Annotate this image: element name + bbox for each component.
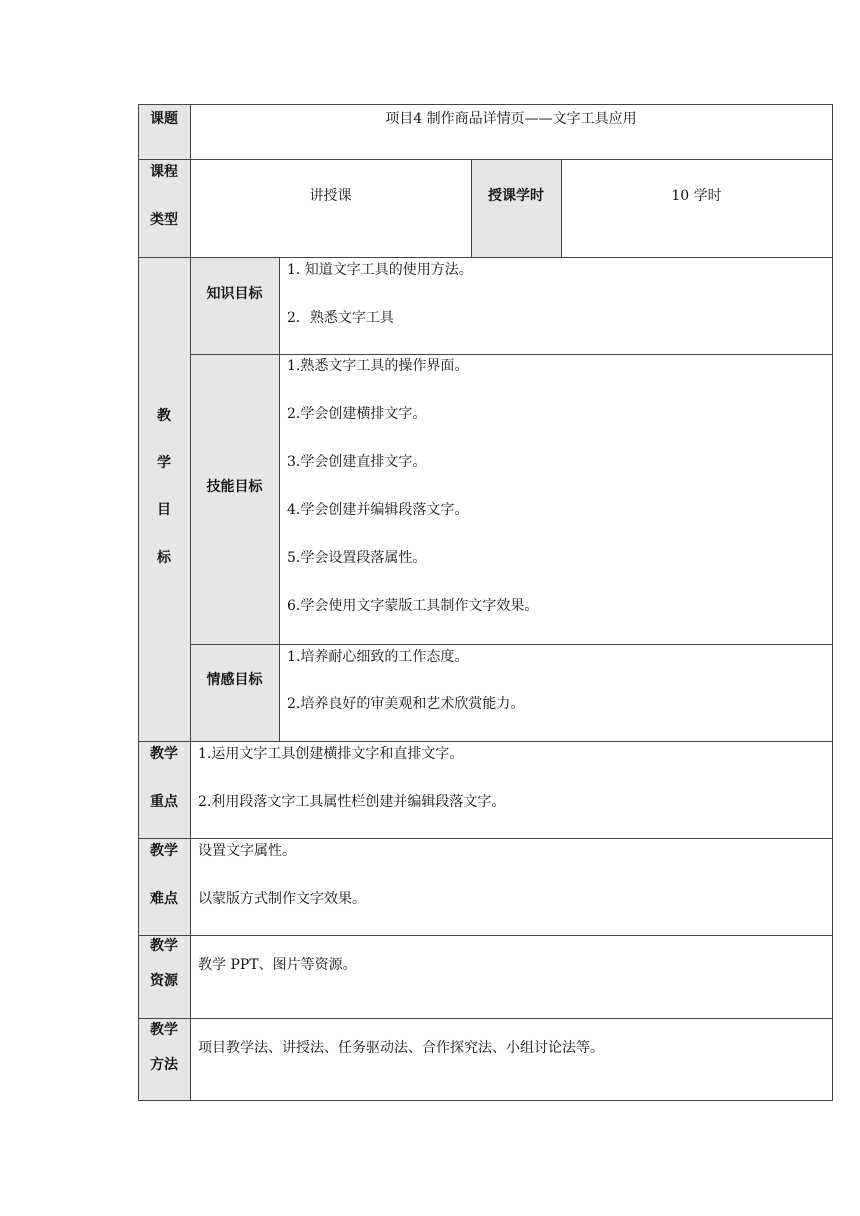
objectives-label-4: 标	[157, 550, 171, 566]
objectives-header-cell	[138, 257, 190, 741]
grid-line	[138, 1018, 833, 1019]
resources-content-cell	[190, 935, 832, 1018]
grid-line	[138, 838, 833, 839]
methods-header-cell	[138, 1018, 190, 1100]
title-header-cell	[138, 104, 190, 159]
skills-label: 技能目标	[206, 479, 263, 495]
objectives-label-1: 教	[157, 408, 171, 424]
key-points-item-2: 2.利用段落文字工具属性栏创建并编辑段落文字。	[198, 794, 506, 810]
grid-line	[190, 354, 833, 355]
difficulties-content-cell	[190, 838, 832, 935]
title-value-cell	[190, 104, 832, 159]
course-type-value-cell	[190, 159, 471, 257]
grid-line	[138, 935, 833, 936]
grid-line	[561, 159, 562, 257]
grid-line	[138, 104, 833, 105]
resources-label-1: 教学	[150, 938, 178, 954]
resources-header-cell	[138, 935, 190, 1018]
difficulties-item-1: 设置文字属性。	[198, 843, 296, 859]
grid-line	[279, 257, 280, 741]
knowledge-content-cell	[279, 257, 832, 354]
skills-item-1: 1.熟悉文字工具的操作界面。	[287, 358, 469, 374]
course-title-text: 项目4 制作商品详情页——文字工具应用	[385, 111, 637, 127]
key-points-label-2: 重点	[150, 794, 178, 810]
key-points-content-cell	[190, 741, 832, 838]
grid-line	[138, 104, 139, 1101]
knowledge-item-2: 2．熟悉文字工具	[287, 310, 394, 326]
grid-line	[138, 257, 833, 258]
course-type-header-cell	[138, 159, 190, 257]
difficulties-header-cell	[138, 838, 190, 935]
skills-item-6: 6.学会使用文字蒙版工具制作文字效果。	[287, 598, 539, 614]
hours-label: 授课学时	[488, 188, 544, 204]
skills-item-3: 3.学会创建直排文字。	[287, 454, 427, 470]
grid-line	[832, 104, 833, 1101]
difficulties-label-1: 教学	[150, 843, 178, 859]
hours-value-cell	[561, 159, 832, 257]
skills-header-cell	[190, 354, 279, 644]
methods-text: 项目教学法、讲授法、任务驱动法、合作探究法、小组讨论法等。	[198, 1040, 604, 1056]
resources-text: 教学 PPT、图片等资源。	[198, 957, 357, 973]
methods-label-1: 教学	[150, 1022, 178, 1038]
grid-line	[138, 159, 833, 160]
hours-header-cell	[471, 159, 561, 257]
skills-content-cell	[279, 354, 832, 644]
key-points-label-1: 教学	[150, 746, 178, 762]
difficulties-label-2: 难点	[150, 891, 178, 907]
key-points-item-1: 1.运用文字工具创建横排文字和直排文字。	[198, 746, 464, 762]
emotion-item-1: 1.培养耐心细致的工作态度。	[287, 649, 469, 665]
knowledge-label: 知识目标	[206, 286, 263, 302]
skills-item-4: 4.学会创建并编辑段落文字。	[287, 502, 469, 518]
knowledge-item-1: 1. 知道文字工具的使用方法。	[287, 262, 473, 278]
emotion-label: 情感目标	[206, 672, 263, 688]
emotion-header-cell	[190, 644, 279, 741]
knowledge-header-cell	[190, 257, 279, 354]
title-label: 课题	[150, 111, 178, 127]
objectives-label-2: 学	[157, 455, 171, 471]
methods-content-cell	[190, 1018, 832, 1100]
difficulties-item-2: 以蒙版方式制作文字效果。	[198, 891, 366, 907]
key-points-header-cell	[138, 741, 190, 838]
grid-line	[190, 104, 191, 1101]
grid-line	[138, 1100, 833, 1101]
emotion-content-cell	[279, 644, 832, 741]
course-type-text: 讲授课	[309, 188, 352, 204]
resources-label-2: 资源	[150, 973, 178, 989]
grid-line	[138, 741, 833, 742]
emotion-item-2: 2.培养良好的审美观和艺术欣赏能力。	[287, 696, 525, 712]
grid-line	[471, 159, 472, 257]
hours-text: 10 学时	[671, 188, 722, 204]
objectives-label-3: 目	[157, 502, 171, 518]
skills-item-2: 2.学会创建横排文字。	[287, 406, 427, 422]
grid-line	[190, 644, 833, 645]
methods-label-2: 方法	[150, 1057, 178, 1073]
course-type-label-1: 课程	[150, 164, 178, 180]
skills-item-5: 5.学会设置段落属性。	[287, 550, 427, 566]
course-type-label-2: 类型	[150, 212, 178, 228]
